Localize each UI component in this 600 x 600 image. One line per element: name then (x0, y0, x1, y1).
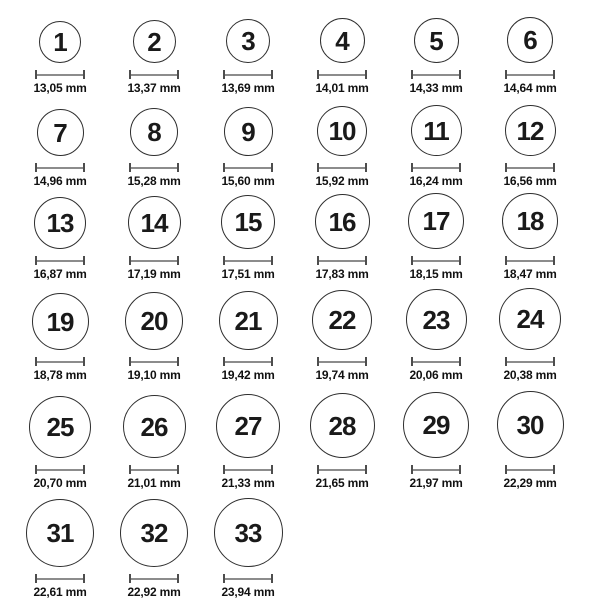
measure-horizontal-line (413, 74, 459, 76)
ring-size-number: 31 (46, 518, 74, 548)
ring-size-item (295, 290, 389, 382)
diameter-measure-line (129, 574, 179, 583)
measure-right-tick-icon (553, 163, 555, 172)
measure-horizontal-line (225, 260, 271, 262)
ring-circle (39, 21, 81, 63)
measure-horizontal-line (507, 260, 553, 262)
measure-right-tick-icon (83, 256, 85, 265)
measure-right-tick-icon (271, 574, 273, 583)
ring-size-item (295, 393, 389, 490)
diameter-label: 18,78 mm (33, 368, 87, 382)
diameter-label: 17,51 mm (221, 267, 275, 281)
diameter-measure-line (411, 163, 461, 172)
diameter-label: 14,33 mm (409, 81, 463, 95)
diameter-measure-line (35, 357, 85, 366)
ring-size-number: 13 (46, 208, 74, 238)
measure-right-tick-icon (459, 357, 461, 366)
diameter-measure-line (411, 357, 461, 366)
ring-circle (497, 391, 564, 458)
measure-right-tick-icon (177, 465, 179, 474)
ring-circle (317, 106, 367, 156)
ring-size-item (107, 499, 201, 599)
ring-size-number: 28 (328, 410, 356, 441)
ring-size-item (13, 21, 107, 95)
measure-right-tick-icon (177, 256, 179, 265)
ring-size-item (483, 288, 577, 382)
measure-right-tick-icon (83, 70, 85, 79)
ring-circle (320, 18, 365, 63)
ring-circle (26, 499, 94, 567)
diameter-measure-line (317, 70, 367, 79)
ring-size-item (13, 396, 107, 490)
ring-circle (219, 291, 278, 350)
measure-horizontal-line (319, 361, 365, 363)
measure-horizontal-line (507, 361, 553, 363)
ring-size-number: 6 (523, 25, 537, 55)
ring-size-number: 22 (328, 305, 356, 335)
measure-horizontal-line (225, 361, 271, 363)
ring-size-item (389, 289, 483, 382)
measure-horizontal-line (413, 361, 459, 363)
diameter-measure-line (505, 357, 555, 366)
diameter-label: 13,69 mm (221, 81, 275, 95)
measure-horizontal-line (37, 74, 83, 76)
ring-circle (312, 290, 372, 350)
ring-circle (125, 292, 183, 350)
measure-horizontal-line (131, 578, 177, 580)
diameter-label: 21,65 mm (315, 476, 369, 490)
measure-horizontal-line (413, 260, 459, 262)
diameter-label: 13,37 mm (127, 81, 181, 95)
measure-right-tick-icon (365, 465, 367, 474)
diameter-measure-line (129, 256, 179, 265)
measure-right-tick-icon (177, 70, 179, 79)
ring-circle (226, 19, 270, 63)
ring-size-number: 12 (516, 115, 544, 146)
ring-size-number: 15 (234, 207, 262, 237)
ring-size-number: 1 (53, 27, 67, 57)
diameter-label: 18,47 mm (503, 267, 557, 281)
measure-right-tick-icon (459, 70, 461, 79)
diameter-measure-line (35, 465, 85, 474)
ring-circle (123, 395, 186, 458)
measure-right-tick-icon (83, 574, 85, 583)
diameter-measure-line (505, 256, 555, 265)
ring-size-item (483, 193, 577, 281)
ring-circle (216, 394, 280, 458)
ring-circle (224, 107, 273, 156)
measure-right-tick-icon (83, 163, 85, 172)
ring-size-item (201, 107, 295, 188)
ring-size-number: 16 (328, 206, 356, 237)
ring-size-item (389, 193, 483, 281)
ring-size-item (389, 18, 483, 95)
ring-circle (37, 109, 84, 156)
measure-right-tick-icon (271, 256, 273, 265)
ring-size-item (295, 18, 389, 95)
ring-circle (133, 20, 176, 63)
ring-size-item (107, 395, 201, 490)
diameter-measure-line (505, 70, 555, 79)
measure-right-tick-icon (553, 70, 555, 79)
measure-right-tick-icon (271, 357, 273, 366)
diameter-measure-line (223, 70, 273, 79)
diameter-label: 19,74 mm (315, 368, 369, 382)
measure-right-tick-icon (83, 465, 85, 474)
diameter-label: 19,10 mm (127, 368, 181, 382)
diameter-measure-line (317, 256, 367, 265)
diameter-label: 21,97 mm (409, 476, 463, 490)
diameter-measure-line (223, 256, 273, 265)
chart-row (13, 17, 600, 95)
diameter-label: 20,06 mm (409, 368, 463, 382)
measure-horizontal-line (225, 469, 271, 471)
diameter-label: 14,01 mm (315, 81, 369, 95)
measure-horizontal-line (413, 167, 459, 169)
ring-circle (406, 289, 467, 350)
ring-circle (120, 499, 188, 567)
ring-size-item (483, 17, 577, 95)
diameter-label: 15,92 mm (315, 174, 369, 188)
measure-horizontal-line (319, 469, 365, 471)
diameter-measure-line (223, 574, 273, 583)
ring-size-item (201, 291, 295, 382)
diameter-measure-line (35, 574, 85, 583)
ring-size-item (483, 105, 577, 188)
measure-horizontal-line (37, 578, 83, 580)
diameter-label: 17,83 mm (315, 267, 369, 281)
chart-row (13, 498, 600, 599)
ring-size-number: 14 (140, 207, 168, 238)
measure-right-tick-icon (365, 256, 367, 265)
ring-circle (214, 498, 283, 567)
measure-horizontal-line (319, 167, 365, 169)
ring-size-number: 7 (53, 117, 67, 148)
diameter-measure-line (317, 465, 367, 474)
measure-right-tick-icon (459, 465, 461, 474)
ring-size-number: 19 (46, 306, 74, 337)
ring-circle (32, 293, 89, 350)
chart-row (13, 193, 600, 281)
measure-right-tick-icon (177, 574, 179, 583)
measure-right-tick-icon (271, 163, 273, 172)
diameter-measure-line (317, 163, 367, 172)
measure-horizontal-line (413, 469, 459, 471)
diameter-label: 16,56 mm (503, 174, 557, 188)
ring-size-number: 18 (516, 206, 544, 236)
diameter-label: 15,60 mm (221, 174, 275, 188)
ring-size-number: 21 (234, 305, 262, 336)
ring-size-number: 25 (46, 412, 74, 442)
diameter-label: 20,38 mm (503, 368, 557, 382)
ring-circle (403, 392, 469, 458)
ring-circle (502, 193, 558, 249)
ring-size-item (107, 108, 201, 188)
measure-horizontal-line (131, 469, 177, 471)
ring-size-item (389, 392, 483, 490)
ring-size-number: 23 (422, 304, 450, 335)
ring-size-number: 26 (140, 411, 168, 442)
measure-horizontal-line (507, 167, 553, 169)
diameter-measure-line (411, 70, 461, 79)
diameter-label: 22,92 mm (127, 585, 181, 599)
diameter-measure-line (35, 70, 85, 79)
ring-size-item (201, 19, 295, 95)
ring-size-item (295, 194, 389, 281)
ring-circle (128, 196, 181, 249)
ring-size-number: 29 (422, 410, 450, 440)
ring-size-item (389, 105, 483, 188)
ring-size-number: 30 (516, 409, 544, 440)
ring-size-number: 27 (234, 411, 262, 441)
ring-circle (29, 396, 91, 458)
diameter-measure-line (223, 465, 273, 474)
ring-size-item (483, 391, 577, 490)
diameter-measure-line (411, 465, 461, 474)
measure-horizontal-line (507, 469, 553, 471)
diameter-measure-line (129, 465, 179, 474)
measure-horizontal-line (319, 74, 365, 76)
measure-right-tick-icon (553, 256, 555, 265)
ring-size-item (201, 498, 295, 599)
ring-size-number: 33 (234, 517, 262, 548)
diameter-measure-line (505, 163, 555, 172)
diameter-measure-line (129, 357, 179, 366)
measure-right-tick-icon (271, 465, 273, 474)
chart-row (13, 288, 600, 382)
measure-horizontal-line (37, 167, 83, 169)
ring-size-number: 8 (147, 117, 161, 147)
diameter-label: 16,87 mm (33, 267, 87, 281)
diameter-measure-line (223, 357, 273, 366)
measure-right-tick-icon (83, 357, 85, 366)
diameter-label: 20,70 mm (33, 476, 87, 490)
ring-circle (221, 195, 275, 249)
ring-size-number: 20 (140, 306, 168, 336)
ring-circle (411, 105, 462, 156)
ring-size-number: 10 (328, 116, 356, 146)
measure-horizontal-line (131, 361, 177, 363)
ring-size-item (295, 106, 389, 188)
ring-size-item (201, 394, 295, 490)
measure-horizontal-line (131, 74, 177, 76)
diameter-measure-line (35, 163, 85, 172)
measure-horizontal-line (319, 260, 365, 262)
ring-circle (310, 393, 375, 458)
ring-circle (499, 288, 561, 350)
diameter-label: 14,64 mm (503, 81, 557, 95)
measure-horizontal-line (37, 260, 83, 262)
measure-horizontal-line (131, 260, 177, 262)
diameter-measure-line (129, 70, 179, 79)
ring-size-item (201, 195, 295, 281)
measure-right-tick-icon (177, 163, 179, 172)
diameter-measure-line (411, 256, 461, 265)
ring-circle (130, 108, 178, 156)
ring-size-number: 9 (241, 116, 255, 147)
ring-size-item (107, 292, 201, 382)
diameter-measure-line (129, 163, 179, 172)
measure-horizontal-line (225, 578, 271, 580)
ring-size-number: 5 (429, 25, 443, 56)
ring-size-number: 17 (422, 206, 450, 236)
ring-size-item (107, 20, 201, 95)
ring-size-item (107, 196, 201, 281)
ring-size-item (13, 293, 107, 382)
diameter-label: 23,94 mm (221, 585, 275, 599)
measure-right-tick-icon (365, 163, 367, 172)
measure-horizontal-line (131, 167, 177, 169)
measure-horizontal-line (225, 74, 271, 76)
measure-horizontal-line (225, 167, 271, 169)
ring-size-number: 2 (147, 26, 161, 57)
ring-circle (34, 197, 86, 249)
measure-right-tick-icon (177, 357, 179, 366)
diameter-label: 21,33 mm (221, 476, 275, 490)
diameter-label: 17,19 mm (127, 267, 181, 281)
ring-size-number: 24 (516, 304, 544, 334)
measure-right-tick-icon (553, 357, 555, 366)
ring-size-number: 3 (241, 26, 255, 56)
chart-row (13, 105, 600, 188)
diameter-label: 22,29 mm (503, 476, 557, 490)
diameter-label: 14,96 mm (33, 174, 87, 188)
measure-right-tick-icon (271, 70, 273, 79)
diameter-label: 19,42 mm (221, 368, 275, 382)
measure-horizontal-line (507, 74, 553, 76)
ring-size-item (13, 109, 107, 188)
diameter-measure-line (505, 465, 555, 474)
ring-size-number: 32 (140, 518, 168, 548)
chart-row (13, 391, 600, 490)
diameter-label: 22,61 mm (33, 585, 87, 599)
diameter-label: 18,15 mm (409, 267, 463, 281)
diameter-label: 16,24 mm (409, 174, 463, 188)
ring-circle (315, 194, 370, 249)
ring-circle (507, 17, 553, 63)
measure-horizontal-line (37, 469, 83, 471)
diameter-label: 15,28 mm (127, 174, 181, 188)
measure-right-tick-icon (459, 256, 461, 265)
ring-circle (408, 193, 464, 249)
measure-right-tick-icon (365, 70, 367, 79)
ring-size-number: 4 (335, 25, 349, 56)
diameter-measure-line (317, 357, 367, 366)
ring-size-item (13, 197, 107, 281)
ring-size-item (13, 499, 107, 599)
diameter-label: 21,01 mm (127, 476, 181, 490)
diameter-measure-line (35, 256, 85, 265)
measure-right-tick-icon (553, 465, 555, 474)
measure-right-tick-icon (365, 357, 367, 366)
measure-horizontal-line (37, 361, 83, 363)
ring-circle (414, 18, 459, 63)
diameter-measure-line (223, 163, 273, 172)
diameter-label: 13,05 mm (33, 81, 87, 95)
measure-right-tick-icon (459, 163, 461, 172)
ring-size-number: 11 (423, 115, 449, 146)
ring-circle (505, 105, 556, 156)
